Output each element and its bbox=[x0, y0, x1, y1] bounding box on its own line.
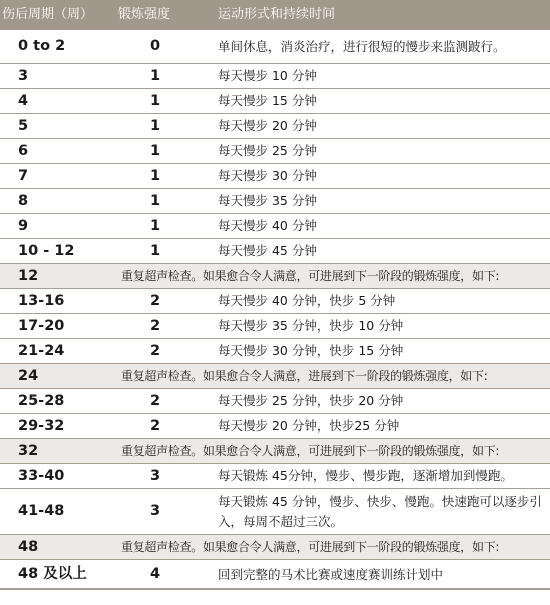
table-row-note bbox=[0, 535, 550, 560]
intensity-cell: 1 bbox=[149, 143, 161, 159]
table-row bbox=[0, 139, 550, 164]
intensity-cell: 1 bbox=[149, 118, 161, 134]
activity-cell: 每天慢步 45 分钟 bbox=[218, 243, 317, 258]
table-row bbox=[0, 214, 550, 239]
activity-cell: 每天慢步 25 分钟，快步 20 分钟 bbox=[218, 393, 404, 408]
table-row bbox=[0, 189, 550, 214]
table-header bbox=[0, 0, 550, 30]
week-cell: 4 bbox=[18, 93, 29, 109]
activity-cell: 单间休息，消炎治疗，进行很短的慢步来监测跛行。 bbox=[218, 39, 506, 54]
activity-cell: 每天慢步 30 分钟，快步 15 分钟 bbox=[218, 343, 404, 358]
week-cell: 5 bbox=[18, 118, 29, 134]
week-cell: 33-40 bbox=[18, 468, 65, 484]
activity-cell: 每天锻炼 45 分钟，慢步、快步、慢跑。快速跑可以逐步引入，每周不超过三次。 bbox=[218, 494, 542, 529]
activity-cell: 每天慢步 35 分钟 bbox=[218, 193, 317, 208]
week-cell: 48 bbox=[18, 539, 39, 555]
week-cell: 48 及以上 bbox=[18, 566, 87, 582]
table-row bbox=[0, 339, 550, 364]
week-cell: 17-20 bbox=[18, 318, 65, 334]
intensity-cell: 4 bbox=[149, 566, 161, 582]
week-cell: 0 to 2 bbox=[18, 38, 66, 54]
week-cell: 32 bbox=[18, 443, 39, 459]
intensity-cell: 2 bbox=[149, 293, 161, 309]
activity-cell: 每天慢步 20 分钟，快步25 分钟 bbox=[218, 418, 400, 433]
activity-cell: 每天慢步 15 分钟 bbox=[218, 93, 317, 108]
table-row bbox=[0, 560, 550, 590]
week-cell: 8 bbox=[18, 193, 29, 209]
table-body bbox=[0, 30, 550, 590]
intensity-cell: 1 bbox=[149, 68, 161, 84]
table-row bbox=[0, 414, 550, 439]
intensity-cell: 1 bbox=[149, 168, 161, 184]
week-cell: 13-16 bbox=[18, 293, 65, 309]
activity-cell: 每天慢步 10 分钟 bbox=[218, 68, 317, 83]
table-row bbox=[0, 114, 550, 139]
week-cell: 10 - 12 bbox=[18, 243, 75, 259]
table-row bbox=[0, 464, 550, 489]
week-cell: 21-24 bbox=[18, 343, 65, 359]
intensity-cell: 1 bbox=[149, 193, 161, 209]
activity-cell: 每天慢步 35 分钟，快步 10 分钟 bbox=[218, 318, 404, 333]
table-row-note bbox=[0, 264, 550, 289]
intensity-cell: 2 bbox=[149, 318, 161, 334]
note-cell: 重复超声检查。如果愈合令人满意，可进展到下一阶段的锻炼强度，如下: bbox=[121, 540, 500, 554]
week-cell: 25-28 bbox=[18, 393, 65, 409]
week-cell: 7 bbox=[18, 168, 29, 184]
activity-cell: 每天锻炼 45分钟，慢步、慢步跑，逐渐增加到慢跑。 bbox=[218, 468, 513, 483]
activity-cell: 每天慢步 25 分钟 bbox=[218, 143, 317, 158]
week-cell: 24 bbox=[18, 368, 39, 384]
table-row-note bbox=[0, 439, 550, 464]
column-header-week: 伤后周期（周） bbox=[2, 7, 94, 22]
week-cell: 12 bbox=[18, 268, 39, 284]
intensity-cell: 1 bbox=[149, 218, 161, 234]
table-row bbox=[0, 64, 550, 89]
activity-cell: 每天慢步 20 分钟 bbox=[218, 118, 317, 133]
table-row-note bbox=[0, 364, 550, 389]
intensity-cell: 1 bbox=[149, 93, 161, 109]
note-cell: 重复超声检查。如果愈合令人满意，进展到下一阶段的锻炼强度，如下: bbox=[121, 369, 488, 383]
table-row bbox=[0, 89, 550, 114]
intensity-cell: 3 bbox=[149, 503, 161, 519]
intensity-cell: 3 bbox=[149, 468, 161, 484]
table-row bbox=[0, 30, 550, 64]
table-row bbox=[0, 239, 550, 264]
intensity-cell: 0 bbox=[149, 38, 161, 54]
intensity-cell: 1 bbox=[149, 243, 161, 259]
table-row bbox=[0, 164, 550, 189]
note-cell: 重复超声检查。如果愈合令人满意，可进展到下一阶段的锻炼强度，如下: bbox=[121, 269, 500, 283]
intensity-cell: 2 bbox=[149, 418, 161, 434]
week-cell: 29-32 bbox=[18, 418, 65, 434]
week-cell: 9 bbox=[18, 218, 29, 234]
week-cell: 6 bbox=[18, 143, 29, 159]
table-row bbox=[0, 289, 550, 314]
column-header-intensity: 锻炼强度 bbox=[118, 7, 171, 22]
note-cell: 重复超声检查。如果愈合令人满意，可进展到下一阶段的锻炼强度，如下: bbox=[121, 444, 500, 458]
activity-cell: 每天慢步 30 分钟 bbox=[218, 168, 317, 183]
activity-cell: 每天慢步 40 分钟 bbox=[218, 218, 317, 233]
table-row bbox=[0, 314, 550, 339]
activity-cell: 回到完整的马术比赛或速度赛训练计划中 bbox=[218, 567, 444, 582]
column-header-activity: 运动形式和持续时间 bbox=[218, 7, 336, 22]
table-row bbox=[0, 489, 550, 535]
activity-cell: 每天慢步 40 分钟，快步 5 分钟 bbox=[218, 293, 396, 308]
intensity-cell: 2 bbox=[149, 343, 161, 359]
week-cell: 3 bbox=[18, 68, 29, 84]
week-cell: 41-48 bbox=[18, 503, 65, 519]
intensity-cell: 2 bbox=[149, 393, 161, 409]
table-row bbox=[0, 389, 550, 414]
